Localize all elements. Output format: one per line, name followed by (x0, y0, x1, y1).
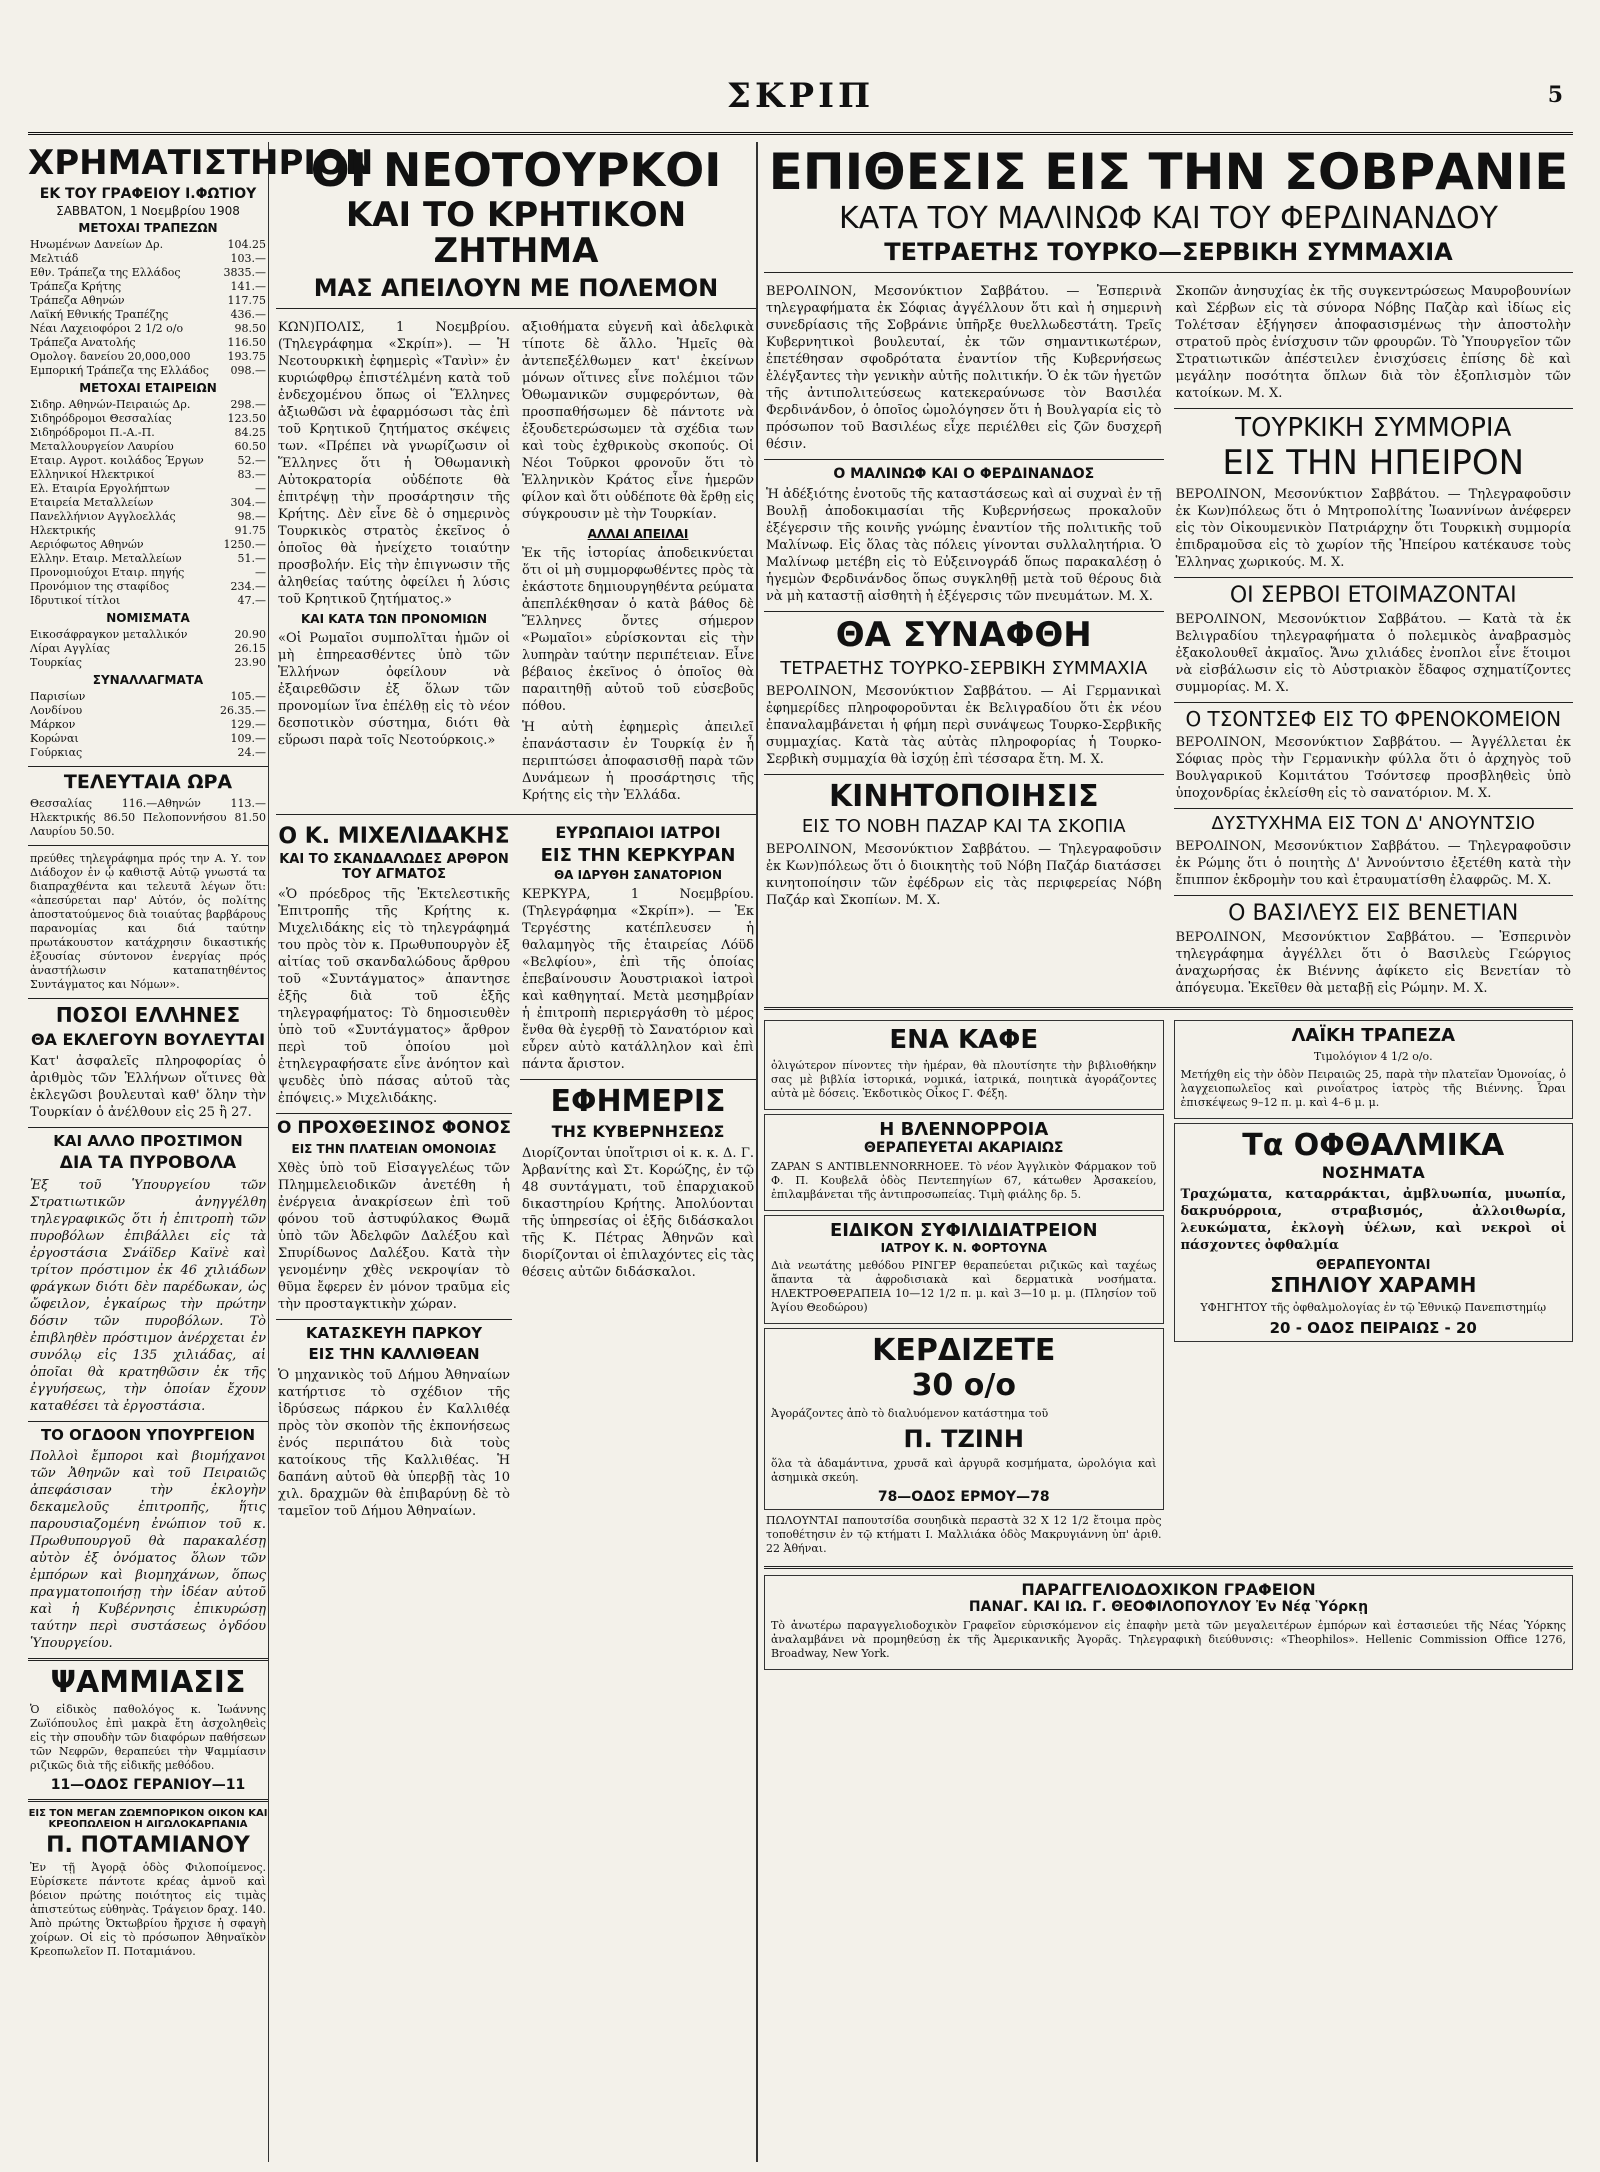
quote-row (28, 496, 268, 510)
quote-value: 20.90 (234, 627, 266, 641)
ophthalmika-ad-doctor: ΣΠΗΛΙΟΥ ΧΑΡΑΜΗ (1270, 1273, 1477, 1298)
quote-row (28, 524, 268, 538)
quote-value: 104.25 (227, 237, 266, 251)
quote-name: Τουρκίας (30, 655, 82, 669)
tzini-ad-address: 78—ΟΔΟΣ ΕΡΜΟΥ—78 (877, 1489, 1050, 1506)
quote-row (28, 398, 268, 412)
quote-value: 141.— (230, 279, 266, 293)
quote-value: 3835.— (223, 265, 266, 279)
quote-value: 83.— (237, 467, 266, 481)
michel-subheadline: ΚΑΙ ΤΟ ΣΚΑΝΔΑΛΩΔΕΣ ΑΡΘΡΟΝ ΤΟΥ ΑΓΜΑΤΟΣ (279, 851, 509, 882)
main-headline-2: ΚΑΙ ΤΟ ΚΡΗΤΙΚΟΝ ΖΗΤΗΜΑ (345, 195, 687, 271)
quote-value: 60.50 (234, 439, 266, 453)
kai-body: Ἐξ τοῦ Ὑπουργείου τῶν Στρατιωτικῶν ἀνηγγέλθη τηλεγραφικῶς ὅτι ἡ ἐπιτροπὴ τῶν πυροβόλων ἐπιβάλλει εἰς τὰ ἐργοστάσια Σνάϊδερ Καϊνὲ καὶ τρίτον πρόστιμον ἐκ 46 χιλιάδων φράγκων διότι δὲν παρέδωκαν, ὡς ὤφειλον, ἐγκαίρως τὴν πρώτην δόσιν τῶν πυροβόλων. Τὸ ἐπιβληθὲν πρόστιμον ἀνέρχεται ἐν συνόλῳ εἰς 135 χιλιάδας, αἱ ὁποῖαι θὰ κρατηθῶσιν ἐκ τῆς ἐγγυήσεως, τὴν ὁποίαν ἔχουν καταθέσει τὰ ἐργοστάσια. (30, 1178, 266, 1415)
quote-row (28, 566, 268, 580)
quote-name: Ηνωμένων Δανείων Δρ. (30, 237, 164, 251)
quote-row (28, 510, 268, 524)
ogdoon-body: Πολλοὶ ἔμποροι καὶ βιομήχανοι τῶν Ἀθηνῶν καὶ τοῦ Πειραιῶς ἀπεφάσισαν τὴν ἐκλογὴν δεκαμελοῦς ἐπιτροπῆς, ἥτις παρουσιαζομένη ἐνώπιον τοῦ κ. Πρωθυπουργοῦ θὰ παρακαλέσῃ αὐτὸν ἐξ ὀνόματος ὅλων τῶν ἐμπόρων καὶ βιομηχάνων, ὅπως πραγματοποιήσῃ τὴν ἰδέαν αὐτοῦ καὶ ἡ Κυβέρνησις ἐπικυρώσῃ ταύτην περὶ συστάσεως ὀγδόου Ὑπουργείου. (30, 1449, 266, 1652)
synafthi-headline: ΘΑ ΣΥΝΑΦΘΗ (835, 615, 1092, 655)
kerdizete-ad (764, 1328, 1164, 1510)
michel-body: «Ὁ πρόεδρος τῆς Ἐκτελεστικῆς Ἐπιτροπῆς τῆς Κρήτης κ. Μιχελιδάκης εἰς τὸ τηλεγράφημά του πρὸς τὸν κ. Πρωθυπουργὸν ἐξ αἰτίας τοῦ σκανδαλώδους ἄρθρου τοῦ «Συντάγματος» ἀπαντησε ἐξῆς διὰ τοῦ ἑξῆς τηλεγραφήματος: Τὸ δημοσιευθὲν ὑπὸ τοῦ «Συντάγματος» ἄρθρον περὶ τοῦ ὁποίου μοὶ ἐτηλεγραφήσατε εἶνε ἀνόητον καὶ ψευδὲς ὑπὸ πάσας αὐτοῦ τὰς ἐπόψεις.» Μιχελιδάκης. (278, 886, 510, 1106)
quote-value: — (255, 481, 266, 495)
quote-value: 24.— (237, 745, 266, 759)
quote-row (28, 336, 268, 350)
kafe-ad-title: ΕΝΑ ΚΑΦΕ (889, 1025, 1039, 1056)
epitheseis-body: ΒΕΡΟΛΙΝΟΝ, Μεσονύκτιον Σαββάτου. — Ἐσπερινὰ τηλεγραφήματα ἐκ Σόφιας ἀγγέλλουν ὅτι καὶ ἡ σημερινὴ συνεδρίασις τῆς Σοβράνιε ὑπῆρξε θυελλωδεστάτη. Τρεῖς Κυβερνητικοὶ βουλευταί, ἐκ τῶν σημαντικωτέρων, ἐπετέθησαν σφοδρότατα ἐναντίον τῆς Κυβερνήσεως ἐλέγξαντες τὴν γενικὴν αὐτῆς πολιτικήν. Ὁ ἐκ τῶν ἡγετῶν τῆς ἀντιπολιτεύσεως κατεκεραύνωσε τὸν Βασιλέα Φερδινάνδον, ὁ ὁποῖος ὠμολόγησεν ὅτι ἡ Βουλγαρία εἰς τὸ πρόσωπον τοῦ Βασιλέως εἶχε περιέλθει εἰς ζῶν δυσχερῆ θέσιν. (766, 284, 1162, 452)
quote-row (28, 294, 268, 308)
trapeza-ad-subtitle: Τιμολόγιον 4 1/2 ο/ο. (1313, 1050, 1433, 1064)
phonos-subheadline: ΕΙΣ ΤΗΝ ΠΛΑΤΕΙΑΝ ΟΜΟΝΟΙΑΣ (291, 1141, 497, 1156)
quote-name: Σιδηρόδρομοι Θεσσαλίας (30, 411, 172, 425)
quote-name: Προνόμιον της σταφίδος (30, 579, 170, 593)
europaioi-subheadline-2: ΘΑ ΙΔΡΥΘΗ ΣΑΝΑΤΟΡΙΟΝ (553, 868, 723, 883)
quote-row (28, 656, 268, 670)
serboi-body: ΒΕΡΟΛΙΝΟΝ, Μεσονύκτιον Σαββάτου. — Κατὰ τὰ ἐκ Βελιγραδίου τηλεγραφήματα ὁ πολεμικὸς ἀναβρασμὸς ἐξακολουθεῖ ἀκμαῖος. Ἄνω χιλιάδες ἐνοπλοι εἶνε ἕτοιμοι νὰ εἰσβάλωσιν εἰς τὸ Αὐστριακὸν ἔδαφος σχηματίζοντες συμμορίας. Μ. Χ. (1175, 612, 1571, 696)
quote-row (28, 746, 268, 760)
quote-name: Εικοσάφραγκον μεταλλικόν (30, 627, 188, 641)
quote-value: 51.— (237, 551, 266, 565)
quote-row (28, 350, 268, 364)
potamianou-ad-title: Π. ΠΟΤΑΜΙΑΝΟΥ (46, 1832, 250, 1858)
quote-name: Σιδηρ. Αθηνών-Πειραιώς Δρ. (30, 397, 191, 411)
quote-value: 52.— (237, 453, 266, 467)
parkou-subheadline: ΕΙΣ ΤΗΝ ΚΑΛΛΙΘΕΑΝ (308, 1345, 480, 1364)
basileus-headline: Ο ΒΑΣΙΛΕΥΣ ΕΙΣ ΒΕΝΕΤΙΑΝ (1228, 900, 1519, 926)
quote-name: Λαϊκή Εθνικής Τραπέζης (30, 307, 169, 321)
coins-label: ΝΟΜΙΣΜΑΤΑ (106, 610, 190, 625)
kai-subheadline: ΔΙΑ ΤΑ ΠΥΡΟΒΟΛΑ (59, 1153, 237, 1174)
ophthalmika-ad-text: Τραχώματα, καταρράκται, ἀμβλυωπία, μυωπία, δακρυόρροια, στραβισμός, ἀλλοιθωρία, λευκώματα, ἐκλογὴ ὑέλων, καὶ νεκροὶ οἱ πάσχοντες ὀφθαλμία (1180, 1187, 1566, 1254)
synafthi-subheadline: ΤΕΤΡΑΕΤΗΣ ΤΟΥΡΚΟ-ΣΕΡΒΙΚΗ ΣΥΜΜΑΧΙΑ (780, 657, 1148, 679)
quote-name: Ελλην. Εταιρ. Μεταλλείων (30, 551, 182, 565)
allai-body: Ἐκ τῆς ἱστορίας ἀποδεικνύεται ὅτι οἱ μὴ συμμορφωθέντες πρὸς τὰ ἐκάστοτε δημιουργηθέντα ρεύματα ἀπεπλέκθησαν ὁ κατὰ βάθος δὲ Ἕλληνες ὄντες σήμερον «Ρωμαῖοι» εὑρίσκονται εἰς τὴν λυπηρὰν ταύτην περιπέτειαν. Εἶνε βέβαιος ἐκεῖνος ὁ ὁποῖος θὰ παραιτηθῇ αὐτοῦ τοῦ εὐσεβοῦς πόθου. (522, 545, 754, 714)
ephemeris-headline: ΕΦΗΜΕΡΙΣ (550, 1084, 726, 1120)
quote-row (28, 412, 268, 426)
quote-row (28, 440, 268, 454)
syfilidiatreion-ad-text: Διὰ νεωτάτης μεθόδου ΡΙΝΓΕΡ θεραπεύεται ριζικῶς καὶ ταχέως ἄπαντα τὰ ἀφροδισιακὰ καὶ δερματικὰ νοσήματα. ΗΛΕΚΤΡΟΘΕΡΑΠΕΙΑ 10—12 1/2 π. μ. καὶ 3—10 μ. μ. (Πλησίον τοῦ Ἁγίου Θεοδώρου) (771, 1259, 1157, 1315)
quote-name: Εθν. Τράπεζα της Ελλάδος (30, 265, 181, 279)
quote-value: 098.— (230, 363, 266, 377)
synafthi-body: ΒΕΡΟΛΙΝΟΝ, Μεσονύκτιον Σαββάτου. — Αἱ Γερμανικαὶ ἐφημερίδες πληροφοροῦνται ἐκ Βελιγραδίου ὅτι ἐκ νέου ἐπαναλαμβάνεται ἡ φήμη περὶ συνάψεως Τουρκο-Σερβικῆς συμμαχίας. Κατὰ τὰς αὐτὰς πληροφορίας ἡ Τουρκο-Σερβικὴ συμμαχία θὰ ἰσχύῃ ἐπὶ τέσσαρα ἔτη. Μ. Χ. (766, 683, 1162, 767)
dystychima-body: ΒΕΡΟΛΙΝΟΝ, Μεσονύκτιον Σαββάτου. — Τηλεγραφοῦσιν ἐκ Ρώμης ὅτι ὁ ποιητὴς Δ' Ἀννούντσιο ἐξετέθη κατὰ τὴν ἔπιππον ἐκδρομὴν του καὶ ἐτραυματίσθη ἐλαφρῶς. Μ. Χ. (1175, 838, 1571, 888)
trapeza-ad (1174, 1020, 1574, 1119)
grafeion-ad-text: Τὸ ἀνωτέρω παραγγελιοδοχικὸν Γραφεῖον εὑρισκόμενον εἰς ἐπαφὴν μετὰ τῶν μεγαλειτέρων ἐμπόρων καὶ ἐστασιεύει τῆς Νέας Ὑόρκης ἀναλαμβάνει νὰ προμηθεύσῃ ἐκ τῆς Ἀμερικανικῆς Ἀγορᾶς. Τηλεγραφικὴ διεύθυνσις: «Theophilos». Hellenic Commission Office 1276, Broadway, New York. (771, 1619, 1566, 1661)
tzini-ad-text: ὅλα τὰ ἀδαμάντινα, χρυσᾶ καὶ ἀργυρᾶ κοσμήματα, ὡρολόγια καὶ ἀσημικὰ σκεύη. (771, 1457, 1157, 1485)
bourse-date: ΣΑΒΒΑΤΟΝ, 1 Νοεμβρίου 1908 (56, 203, 240, 218)
quote-row (28, 280, 268, 294)
parkou-body: Ὁ μηχανικὸς τοῦ Δήμου Ἀθηναίων κατήρτισε τὸ σχέδιον τῆς ἰδρύσεως πάρκου ἐν Καλλιθέᾳ πρὸς τὸν σκοπὸν τῆς ἐκπονήσεως ἐνός περιπάτου διὰ τοὺς κατοίκους τῆς Καλλιθέας. Ἡ δαπάνη αὐτοῦ θὰ ὑπερβῇ τὰς 10 χιλ. δραχμῶν θὰ ἐπιβαρύνῃ δὲ τὸ ταμεῖον τοῦ Δήμου Ἀθηναίων. (278, 1368, 510, 1520)
quote-name: Αεριόφωτος Αθηνών (30, 537, 144, 551)
page-number: 5 (1547, 82, 1563, 108)
newspaper-page (28, 62, 1573, 2162)
polountai-ad: ΠΩΛΟΥΝΤΑΙ παπουτσίδα σουηδικὰ περαστὰ 32 Χ 12 1/2 ἔτοιμα πρὸς τοποθέτησιν ἐν τῷ κτήματι Ι. Μαλλιάκα ὁδὸς Μακρυγιάννη ὑπ' ἀριθ. 22 Ἀθήναι. (766, 1514, 1162, 1556)
quote-row (28, 426, 268, 440)
quote-value: 26.35.— (220, 703, 266, 717)
quote-value: 117.75 (227, 293, 266, 307)
masthead (28, 62, 1573, 135)
quote-value: 98.50 (234, 321, 266, 335)
ephemeris-body: Διορίζονται ὑποἴτρισι οἱ κ. κ. Δ. Γ. Ἀρβανίτης καὶ Στ. Κορώζης, ἐν τῷ 48 συντάγματι, τοῦ ἐπαρχιακοῦ δικαστηρίου Κρήτης. Ἀπολύονται τῆς ὑπηρεσίας οἱ ἑξῆς διδάσκαλοι τῆς Κ. Πέτρας Ἀθηνῶν καὶ διορίζονται οἱ ἐπιλαχόντες εἰς τὰς θέσεις αὐτῶν διδάσκαλοι. (522, 1145, 754, 1280)
quote-row (28, 454, 268, 468)
quote-name: Νέαι Λαχειοφόροι 2 1/2 ο/ο (30, 321, 184, 335)
blennorroia-ad-text: ZAPAN S ANTIBLENNORRHOEE. Τὸ νέον Ἀγγλικὸν Φάρμακον τοῦ Φ. Π. Κουβελᾶ ὁδὸς Πεντεπηγίων 67, κάτωθεν Ἀρσακείου, ἐπιλαμβάνεται τῆς ἀντιπροσωπείας. Τιμὴ φιάλης δρ. 5. (771, 1160, 1157, 1202)
tsontsef-headline: Ο ΤΣΟΝΤΣΕΦ ΕΙΣ ΤΟ ΦΡΕΝΟΚΟΜΕΙΟΝ (1185, 707, 1562, 732)
psammiasis-ad-text: Ὁ εἰδικὸς παθολόγος κ. Ἰωάννης Ζωϊόπουλος ἐπὶ μακρὰ ἔτη ἀσχοληθεὶς εἰς τὴν σπουδὴν τῶν διαφόρων παθήσεων τῶν Νεφρῶν, θεραπεύει τὴν Ψαμμίασιν ριζικῶς διὰ τῆς εἰδικῆς μεθόδου. (30, 1702, 266, 1772)
quote-name: Μεταλλουργείον Λαυρίου (30, 439, 174, 453)
quote-value: 129.— (230, 717, 266, 731)
quote-row (28, 322, 268, 336)
grafeion-ad (764, 1575, 1573, 1670)
ophthalmika-ad-therapeuontai: ΘΕΡΑΠΕΥΟΝΤΑΙ (1316, 1258, 1431, 1274)
quote-row (28, 704, 268, 718)
epitheseis-subheadline-2: ΤΕΤΡΑΕΤΗΣ ΤΟΥΡΚΟ—ΣΕΡΒΙΚΗ ΣΥΜΜΑΧΙΑ (884, 238, 1453, 266)
quote-row (28, 266, 268, 280)
quote-row (28, 364, 268, 378)
quote-name: Μάρκον (30, 717, 76, 731)
syfilidiatreion-ad (764, 1215, 1164, 1324)
quote-name: Τράπεζα Αθηνών (30, 293, 125, 307)
grafeion-ad-subtitle: ΠΑΝΑΓ. ΚΑΙ ΙΩ. Γ. ΘΕΟΦΙΛΟΠΟΥΛΟΥ Ἐν Νέᾳ Ὑόρκῃ (968, 1599, 1369, 1616)
quote-name: Τράπεζα Κρήτης (30, 279, 122, 293)
serboi-headline: ΟΙ ΣΕΡΒΟΙ ΕΤΟΙΜΑΖΟΝΤΑΙ (1229, 582, 1517, 608)
quote-row (28, 628, 268, 642)
tsontsef-body: ΒΕΡΟΛΙΝΟΝ, Μεσονύκτιον Σαββάτου. — Ἀγγέλλεται ἐκ Σόφιας πρὸς τὴν Γερμανικὴν φύλλα ὅτι ὁ ἀρχηγὸς τοῦ Βουλγαρικοῦ Κομιτάτου Τσόντσεφ προσβληθεὶς ὑπὸ ὑποχονδρίας ἐκλείσθη εἰς τὸ σανατόριον. Μ. Χ. (1175, 735, 1571, 802)
quote-name: Πανελλήνιον Αγγλοελλάς (30, 509, 176, 523)
quote-value: 116.50 (227, 335, 266, 349)
quote-row (28, 538, 268, 552)
quote-row (28, 552, 268, 566)
quote-value: 1250.— (223, 537, 266, 551)
ephemeris-subheadline: ΤΗΣ ΚΥΒΕΡΝΗΣΕΩΣ (551, 1121, 725, 1141)
quote-name: Κορώναι (30, 731, 79, 745)
quote-name: Προνομιούχοι Εταιρ. πηγής (30, 565, 185, 579)
malinof-body: Ἡ ἀδέξιότης ἐνοτοῦς τῆς καταστάσεως καὶ αἱ συχναὶ ἐν τῇ Βουλῇ ἀποδοκιμασίαι τῆς Κυβερνήσεως προκαλοῦν ἐξέγερσιν τῆς κοινῆς γνώμης ἐναντίον τῆς πολιτικῆς τοῦ Μαλίνωφ. Εἰς ὅλας τὰς πόλεις γίνονται συλλαλητήρια. Ὁ Μαλίνωφ μετέβη εἰς τὸ Εὐξεινογράδ ὅπως παρακαλέσῃ ὁ ἡγεμὼν Φερδινάνδος ὅπως συγκληθῇ μετὰ τοῦ θέρους διὰ νὰ μὴ καταστῇ αἰσθητὴ ἡ ἐξέγερσις τῶν πνευμάτων. Μ. Χ. (766, 487, 1162, 604)
allai-headline: ΑΛΛΑΙ ΑΠΕΙΛΑΙ (587, 526, 689, 541)
kata-pronomion-headline: ΚΑΙ ΚΑΤΑ ΤΩΝ ΠΡΟΝΟΜΙΩΝ (300, 611, 487, 626)
quote-value: 109.— (230, 731, 266, 745)
kinitopoiisis-subheadline: ΕΙΣ ΤΟ ΝΟΒΗ ΠΑΖΑΡ ΚΑΙ ΤΑ ΣΚΟΠΙΑ (801, 816, 1126, 838)
quote-name: Γούρκιας (30, 745, 83, 759)
ophthalmika-ad-title: Τα ΟΦΘΑΛΜΙΚΑ (1242, 1128, 1505, 1164)
epitheseis-body-b: Σκοπῶν ἀνησυχίας ἐκ τῆς συγκεντρώσεως Μαυροβουνίων καὶ Σέρβων εἰς τὰ σύνορα Νόβης Παζὰρ καὶ ἰδίως εἰς Τολέτσαν ἐξήγησεν ἀποφασισμένως τὴν ἀποστολὴν στρατοῦ πρὸς ἐνίσχυσιν τῶν φρουρῶν. Τὸ Ὑπουργεῖον τῶν Στρατιωτικῶν ἀπέστειλεν ἐνισχύσεις ἐπίσης δὲ καὶ μεγάλην ποσότητα ὅπλων διὰ τὸν ἐξοπλισμὸν τῶν κατοίκων. Μ. Χ. (1175, 284, 1571, 401)
parkou-headline: ΚΑΤΑΣΚΕΥΗ ΠΑΡΚΟΥ (305, 1323, 483, 1342)
exchange-label: ΣΥΝΑΛΛΑΓΜΑΤΑ (92, 672, 204, 687)
main-body-a: ΚΩΝ)ΠΟΛΙΣ, 1 Νοεμβρίου. (Τηλεγράφημα «Σκρίπ»). — Ἡ Νεοτουρκικὴ ἐφημερὶς «Τανὶν» ἐν κυριώφθρῳ ἐπιστέλμένη κατὰ τοῦ ἐνδεχομένου ὅπως οἱ Ἕλληνες ἀξιωθῶσι νὰ ἐφαρμόσωσι τὰς ἐπὶ τοῦ Κρητικοῦ ζητήματος σκέψεις των. «Πρέπει νὰ γνωρίζωσιν οἱ Ἕλληνες ὅτι ἡ Ὀθωμανικὴ Αὐτοκρατορία οὐδέποτε θὰ ἐπιτρέψῃ τὴν προσάρτησιν τῆς Κρήτης. Δὲν εἶνε δὲ ὁ σημερινὸς Τουρκικὸς στρατὸς ἐκεῖνος ὁ ὁποῖος θὰ ἠνείχετο τοιαύτην προσβολήν. Εἰς τὴν ἐπιγνωσιν τῆς ἀληθείας ταύτης ὀφείλει ἡ λύσις τοῦ Κρητικοῦ ζητήματος.» (278, 319, 510, 607)
quote-name: Εμπορική Τράπεζα της Ελλάδος (30, 363, 209, 377)
main-subheadline: ΜΑΣ ΑΠΕΙΛΟΥΝ ΜΕ ΠΟΛΕΜΟΝ (313, 273, 719, 302)
ophthalmika-ad (1174, 1123, 1574, 1342)
quote-value: 98.— (237, 509, 266, 523)
bourse-title: ΧΡΗΜΑΤΙΣΤΗΡΙΟΝ (28, 143, 374, 183)
quote-value: 47.— (237, 593, 266, 607)
syfilidiatreion-ad-subtitle: ΙΑΤΡΟΥ Κ. Ν. ΦΟΡΤΟΥΝΑ (880, 1241, 1047, 1256)
banks-label: ΜΕΤΟΧΑΙ ΤΡΑΠΕΖΩΝ (78, 220, 218, 235)
last-hour-title: ΤΕΛΕΥΤΑΙΑ ΩΡΑ (63, 770, 233, 793)
quote-name: Εταιρεία Μεταλλείων (30, 495, 154, 509)
trapeza-ad-text: Μετήχθη εἰς τὴν ὁδὸν Πειραιῶς 25, παρὰ τὴν πλατεῖαν Ὁμονοίας, ὁ λαγχειοπωλεῖος καὶ ρινοΐατρος ἰατρὸς τῆς Βιέννης. Ὧραι ἐπισκέψεως 9–12 π. μ. καὶ 4–6 μ. μ. (1180, 1068, 1566, 1110)
quote-name: Μελτιάδ (30, 251, 79, 265)
blennorroia-ad-subtitle: ΘΕΡΑΠΕΥΕΤΑΙ ΑΚΑΡΙΑΙΩΣ (863, 1140, 1064, 1157)
quote-value: 304.— (230, 495, 266, 509)
quote-name: Εταιρ. Αγροτ. κοιλάδος Έργων (30, 453, 204, 467)
quote-name: Ελληνικοί Ηλεκτρικοί (30, 467, 155, 481)
grafeion-ad-title: ΠΑΡΑΓΓΕΛΙΟΔΟΧΙΚΟΝ ΓΡΑΦΕΙΟΝ (1021, 1580, 1316, 1600)
epitheseis-headline: ΕΠΙΘΕΣΙΣ ΕΙΣ ΤΗΝ ΣΟΒΡΑΝΙΕ (768, 143, 1569, 201)
column-left (28, 142, 374, 2162)
coins-table (28, 628, 268, 670)
quote-value: 26.15 (234, 641, 266, 655)
column-right (764, 142, 1573, 2162)
syfilidiatreion-ad-title: ΕΙΔΙΚΟΝ ΣΥΦΙΛΙΔΙΑΤΡΕΙΟΝ (829, 1220, 1098, 1242)
posoi-body: Κατ' ἀσφαλεῖς πληροφορίας ὁ ἀριθμὸς τῶν Ἑλλήνων οἵτινες θὰ ἐκλεγῶσι βουλευταὶ καθ' ὅλην τὴν Τουρκίαν ὁ ἀνέλθουν εἰς 25 ἢ 27. (30, 1053, 266, 1120)
ophthalmika-ad-role: ΥΦΗΓΗΤΟΥ τῆς ὀφθαλμολογίας ἐν τῷ Ἐθνικῷ Πανεπιστημίῳ (1200, 1301, 1547, 1315)
europaioi-headline: ΕΥΡΩΠΑΙΟΙ ΙΑΤΡΟΙ (555, 822, 721, 842)
kerdizete-ad-title: ΚΕΡΔΙΖΕΤΕ (872, 1333, 1056, 1369)
quote-name: Ιδρυτικοί τίτλοι (30, 593, 121, 607)
quote-row (28, 482, 268, 496)
kerdizete-ad-percent: 30 ο/ο (911, 1368, 1016, 1404)
blennorroia-ad-title: Η ΒΛΕΝΝΟΡΡΟΙΑ (879, 1119, 1049, 1141)
phonos-headline: Ο ΠΡΟΧΘΕΣΙΝΟΣ ΦΟΝΟΣ (276, 1117, 512, 1138)
symmoria-headline: ΤΟΥΡΚΙΚΗ ΣΥΜΜΟΡΙΑ (1235, 413, 1512, 443)
europaioi-body: ΚΕΡΚΥΡΑ, 1 Νοεμβρίου. (Τηλεγράφημα «Σκρίπ»). — Ἐκ Τεργέστης κατέπλευσεν ἡ θαλαμηγὸς τῆς ἑταιρείας Λόϋδ «Βελφίου», ἐπὶ τῆς ὁποίας ἐπεβαίνουσιν Ἀουστριακοὶ ἰατροὶ καὶ καθηγηταί. Μετὰ μεσημβρίαν ἡ ἐπιτροπὴ περιεργάσθη τὸ μέρος ἔνθα θὰ ἐγερθῇ τὸ Σανατόριον καὶ εὗρεν αὐτὸ κατάλληλον καὶ ἐπὶ πάντα ἄριστον. (522, 887, 754, 1073)
quote-value: 91.75 (234, 523, 266, 537)
quote-value: 123.50 (227, 411, 266, 425)
europaioi-subheadline: ΕΙΣ ΤΗΝ ΚΕΡΚΥΡΑΝ (540, 845, 736, 867)
psammiasis-ad-address: 11—ΟΔΟΣ ΓΕΡΑΝΙΟΥ—11 (50, 1776, 246, 1793)
kerdizete-ad-text: Ἀγοράζοντες ἀπὸ τὸ διαλυόμενον κατάστημα τοῦ (771, 1407, 1049, 1421)
quote-row (28, 468, 268, 482)
quote-row (28, 718, 268, 732)
banks-table (28, 238, 268, 378)
quote-row (28, 732, 268, 746)
quote-row (28, 594, 268, 608)
phonos-body: Χθὲς ὑπὸ τοῦ Εἰσαγγελέως τῶν Πλημμελειοδικῶν ἀνετέθη ἡ ἐνέργεια ἀνακρίσεων ἐπὶ τοῦ φόνου τοῦ ἀστυφύλακος Θωμᾶ ὑπὸ τῶν Ἀδελφῶν Δαλέξου καὶ Σπυρίδωνος Δαλέξου. Κατὰ τὴν γενομένην χθὲς νεκροψίαν τὸ θῦμα ἔφερεν ἐν μόνον τραῦμα εἰς τὴν προσταγκτικὴν χώραν. (278, 1160, 510, 1312)
quote-value: 436.— (230, 307, 266, 321)
last-hour-body: πρεύθες τηλεγράφημα πρός την Α. Υ. τον Διάδοχον ἐν ᾧ καθιστᾷ Αὐτῷ γνωστά τα διαπραχθέντα και τελευτᾶ λέγων ὅτι: «ἀπεσύρεται παρ' Αὐτόν, ὁς πολίτης ἀποστατούμενος διὰ τοιαύτας βαρβάρους παρανομίας και διά ταύτην πρωτάκουστον κατάχρησιν δικαστικής ἐξουσίας σύντονον ἐνεργίας πρός ἀναστήλωσιν καταπατηθέντος Συντάγματος και Νόμων». (30, 851, 266, 991)
quote-row (28, 690, 268, 704)
bourse-subtitle: ΕΚ ΤΟΥ ΓΡΑΦΕΙΟΥ Ι.ΦΩΤΙΟΥ (39, 185, 257, 202)
trapeza-ad-title: ΛΑΪΚΗ ΤΡΑΠΕΖΑ (1291, 1025, 1456, 1047)
posoi-headline: ΠΟΣΟΙ ΕΛΛΗΝΕΣ (55, 1002, 241, 1027)
last-hour-text: Θεσσαλίας 116.—Αθηνών 113.— Ηλεκτρικής 86.50 Πελοποννήσου 81.50 Λαυρίου 50.50. (30, 796, 266, 838)
quote-value: 234.— (230, 579, 266, 593)
quote-value: 103.— (230, 251, 266, 265)
quote-name: Παρισίων (30, 689, 86, 703)
michel-headline: Ο Κ. ΜΙΧΕΛΙΔΑΚΗΣ (278, 823, 510, 849)
quote-name: Λίραι Αγγλίας (30, 641, 110, 655)
threat-paragraph: Ἡ αὐτὴ ἐφημερὶς ἀπειλεῖ ἐπανάστασιν ἐν Τουρκίᾳ ἐν ἧ περιπτώσει ἀποφασισθῇ παρὰ τῶν Δυνάμεων ἡ προσάρτησις τῆς Κρήτης εἰς τὴν Ἑλλάδα. (522, 719, 754, 803)
quote-row (28, 308, 268, 322)
potamianou-ad-text: Ἐν τῇ Ἀγορᾷ ὁδὸς Φιλοποίμενος. Εὑρίσκετε πάντοτε κρέας ἀμνοῦ καὶ βόειον πρώτης ποιότητος εἰς τιμὰς ἀπιστεύτως εὐθηνὰς. Τράγειον δραχ. 140. Ἀπὸ πρώτης Ὀκτωβρίου ἤρχισε ἡ σφαγὴ χοίρων. Οἱ εἰς τὸ πρόσωπον Ἀθηναϊκὸν Κρεοπωλεῖον Π. Ποταμιάνου. (30, 1860, 266, 1958)
main-headline-1: ΟΙ ΝΕΟΤΟΥΡΚΟΙ (310, 143, 722, 197)
kai-headline: ΚΑΙ ΑΛΛΟ ΠΡΟΣΤΙΜΟΝ (53, 1131, 243, 1150)
quote-row (28, 252, 268, 266)
column-middle (276, 142, 758, 2162)
dystychima-headline: ΔΥΣΤΥΧΗΜΑ ΕΙΣ ΤΟΝ Δ' ΑΝΟΥΝΤΣΙΟ (1211, 813, 1535, 835)
companies-table (28, 398, 268, 608)
paper-name: ΣΚΡΙΠ (726, 76, 875, 116)
quote-value: — (255, 565, 266, 579)
tzini-ad-title: Π. ΤΖΙΝΗ (903, 1425, 1024, 1454)
quote-name: Ηλεκτρικής (30, 523, 96, 537)
kafe-ad-text: ὀλιγώτερον πίνοντες τὴν ἡμέραν, θὰ πλουτίσητε τὴν βιβλιοθήκην σας μὲ βιβλία ἱστορικά, νομικά, ἰατρικά, ποιητικὰ ἀγοράζοντες αὐτὰ μὲ δόσεις. Ἐκδοτικὸς Οἶκος Γ. Φέξη. (771, 1059, 1157, 1101)
quote-name: Τράπεζα Ανατολής (30, 335, 136, 349)
quote-value: 298.— (230, 397, 266, 411)
malinof-headline: Ο ΜΑΛΙΝΩΦ ΚΑΙ Ο ΦΕΡΔΙΝΑΝΔΟΣ (833, 466, 1095, 482)
symmoria-body: ΒΕΡΟΛΙΝΟΝ, Μεσονύκτιον Σαββάτου. — Τηλεγραφοῦσιν ἐκ Κων)πόλεως ὅτι ὁ Μητροπολίτης Ἰωαννίνων ἀνέφερεν εἰς τὸν Οἰκουμενικὸν Πατριάρχην ὅτι Τουρκικὴ συμμορία ἐπιδραμοῦσα εἰς τὸ χωρίον τῆς Ἠπείρου κατέκαυσε τοὺς Ἑλληνας χωρικούς. Μ. Χ. (1175, 486, 1571, 570)
potamianou-ad-top: ΕΙΣ ΤΟΝ ΜΕΓΑΝ ΖΩΕΜΠΟΡΙΚΟΝ ΟΙΚΟΝ ΚΑΙ ΚΡΕΟΠΩΛΕΙΟΝ Η ΑΙΓΩΛΟΚΑΡΠΑΝΙΑ (28, 1807, 268, 1830)
posoi-subheadline: ΘΑ ΕΚΛΕΓΟΥΝ ΒΟΥΛΕΥΤΑΙ (30, 1029, 266, 1049)
quote-value: 23.90 (234, 655, 266, 669)
quote-value: 105.— (230, 689, 266, 703)
main-body-b: αξιοθήματα εὐγενῆ καὶ ἀδελφικὰ τίποτε δὲ ἄλλο. Ἡμεῖς θὰ ἀντεπεξέλθωμεν κατ' ἐκείνων μόνων οἵτινες εἶνε πολέμιοι τῶν Ὀθωμανικῶν συμφερόντων, θὰ προσπαθήσωμεν δὲ πάντοτε νὰ ἐξουδετερώσωμεν τὰ σχέδια των καὶ τοὺς ἐχθρικοὺς σκοπούς. Οἱ Νέοι Τοῦρκοι φρονοῦν ὅτι τὸ Ἑλληνικὸν Κράτος εἶνε ἡμερῶν φίλον καὶ ὅτι οὐδέποτε θὰ ἔρθῃ εἰς σύγκρουσιν μὲ τὴν Τουρκίαν. (522, 319, 754, 522)
quote-name: Σιδηρόδρομοι Π.-Α.-Π. (30, 425, 155, 439)
ogdoon-headline: ΤΟ ΟΓΔΟΟΝ ΥΠΟΥΡΓΕΙΟΝ (40, 1426, 256, 1445)
ophthalmika-ad-subtitle: ΝΟΣΗΜΑΤΑ (1321, 1163, 1425, 1183)
exchange-table (28, 690, 268, 760)
quote-value: 84.25 (234, 425, 266, 439)
quote-name: Ελ. Εταιρία Εργολήπτων (30, 481, 170, 495)
quote-row (28, 580, 268, 594)
kafe-ad (764, 1020, 1164, 1110)
psammiasis-ad-title: ΨΑΜΜΙΑΣΙΣ (50, 1665, 246, 1701)
quote-row (28, 238, 268, 252)
kinitopoiisis-headline: ΚΙΝΗΤΟΠΟΙΗΣΙΣ (828, 778, 1099, 814)
quote-value: 193.75 (227, 349, 266, 363)
companies-label: ΜΕΤΟΧΑΙ ΕΤΑΙΡΕΙΩΝ (79, 380, 217, 395)
epitheseis-subheadline: ΚΑΤΑ ΤΟΥ ΜΑΛΙΝΩΦ ΚΑΙ ΤΟΥ ΦΕΡΔΙΝΑΝΔΟΥ (839, 200, 1498, 236)
quote-name: Λονδίνου (30, 703, 83, 717)
ophthalmika-ad-address: 20 - ΟΔΟΣ ΠΕΙΡΑΙΩΣ - 20 (1269, 1319, 1477, 1338)
blennorroia-ad (764, 1114, 1164, 1211)
basileus-body: ΒΕΡΟΛΙΝΟΝ, Μεσονύκτιον Σαββάτου. — Ἐσπερινὸν τηλεγράφημα ἀγγέλλει ὅτι ὁ Βασιλεὺς Γεώργιος ἀναχωρήσας ἐκ Βιέννης ἀφίκετο εἰς Βενετίαν τὸ ἀπόγευμα. Ἐκεῖθεν θὰ μεταβῇ εἰς Ρώμην. Μ. Χ. (1175, 930, 1571, 997)
quote-row (28, 642, 268, 656)
symmoria-subheadline: ΕΙΣ ΤΗΝ ΗΠΕΙΡΟΝ (1222, 443, 1525, 484)
kinitopoiisis-body: ΒΕΡΟΛΙΝΟΝ, Μεσονύκτιον Σαββάτου. — Τηλεγραφοῦσιν ἐκ Κων)πόλεως ὅτι ὁ διοικητὴς τοῦ Νόβη Παζάρ διατάσσει κινητοποίησιν τῶν ἐφέδρων εἰς τὰς περιφερείας Νόβη Παζάρ καὶ Σκοπίων. Μ. Χ. (766, 842, 1162, 909)
kata-pronomion-body: «Οἱ Ρωμαῖοι συμπολῖται ἡμῶν οἱ μὴ ἐπηρεασθέντες ὑπὸ τῶν Ἑλλήνων ὀφείλουν νὰ ἐξαιρεθῶσιν ἐξ ὅλων τῶν προνομίων ἵνα ἐπέλθῃ εἰς τὸ νέον δεσποτικὸν σύστημα, διότι θὰ εὕρωσι παρὰ τοῖς Νεοτούρκοις.» (278, 630, 510, 748)
quote-name: Ομολογ. δανείου 20,000,000 (30, 349, 191, 363)
